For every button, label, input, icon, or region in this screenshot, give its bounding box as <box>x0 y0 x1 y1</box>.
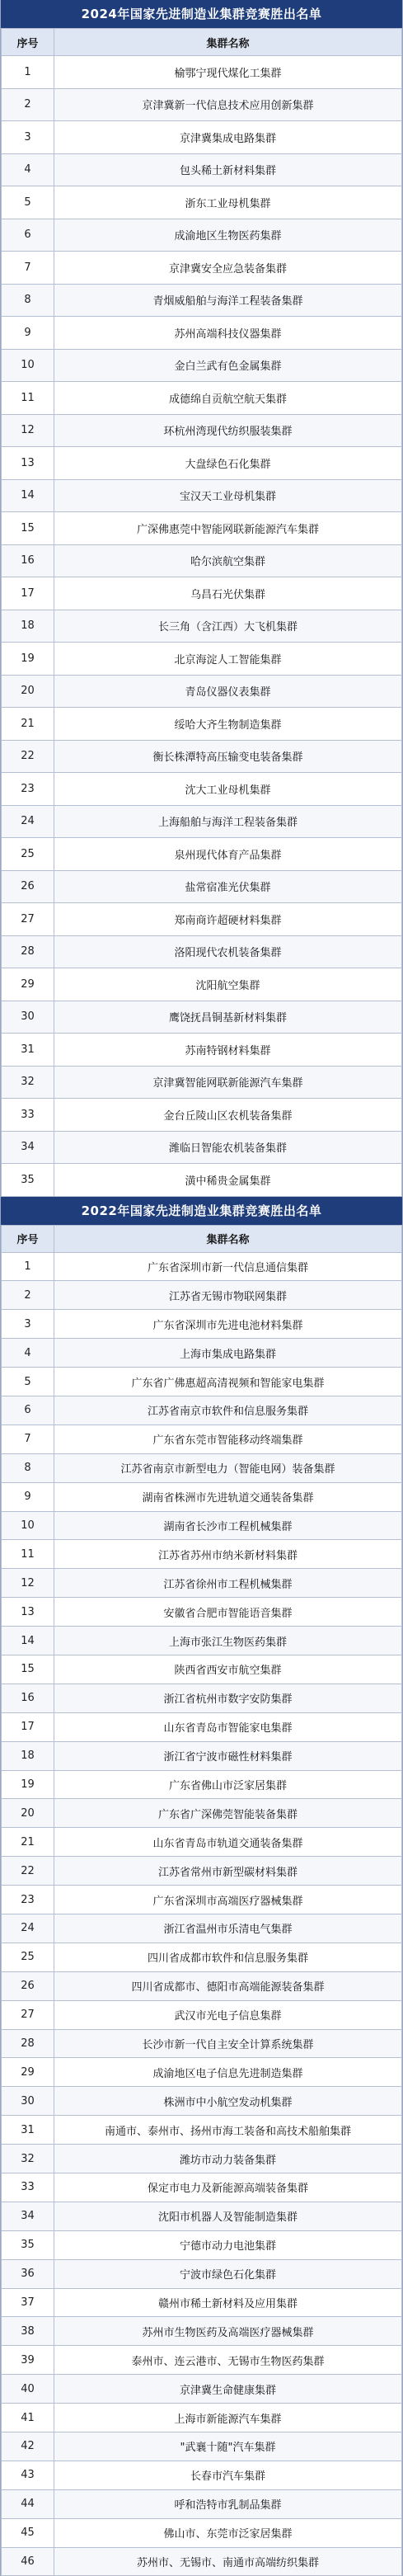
row-index: 19 <box>2 1770 54 1799</box>
table-row <box>2 773 402 806</box>
cluster-name: 苏南特钢材料集群 <box>54 1034 402 1067</box>
table-row <box>2 2288 402 2317</box>
row-index: 4 <box>2 153 54 186</box>
row-index: 21 <box>2 708 54 741</box>
row-index: 36 <box>2 2259 54 2288</box>
cluster-name: 上海市新能源汽车集群 <box>54 2404 402 2432</box>
row-index: 30 <box>2 1001 54 1034</box>
column-header-name: 集群名称 <box>54 29 402 56</box>
row-index: 1 <box>2 1252 54 1281</box>
table-row <box>2 1598 402 1627</box>
cluster-name: 江苏省南京市新型电力（智能电网）装备集群 <box>54 1453 402 1482</box>
table-row <box>2 219 402 252</box>
row-index: 9 <box>2 317 54 350</box>
cluster-name: 浙东工业母机集群 <box>54 186 402 219</box>
cluster-name: 环杭州湾现代纺织服装集群 <box>54 414 402 447</box>
table-row <box>2 284 402 317</box>
cluster-name: 北京海淀人工智能集群 <box>54 643 402 676</box>
table-row <box>2 935 402 968</box>
cluster-name: 长沙市新一代自主安全计算系统集群 <box>54 2029 402 2058</box>
cluster-name: 宝汉天工业母机集群 <box>54 479 402 512</box>
table-row <box>2 2173 402 2202</box>
table-row <box>2 1511 402 1540</box>
table-row <box>2 1368 402 1396</box>
row-index: 34 <box>2 1131 54 1164</box>
table-row <box>2 577 402 610</box>
table-row <box>2 1971 402 2000</box>
cluster-name: 哈尔滨航空集群 <box>54 544 402 577</box>
table-row <box>2 2489 402 2518</box>
table-row <box>2 1034 402 1067</box>
cluster-name: 青岛仪器仪表集群 <box>54 675 402 708</box>
table-row <box>2 610 402 643</box>
row-index: 26 <box>2 1971 54 2000</box>
row-index: 3 <box>2 121 54 154</box>
row-index: 20 <box>2 675 54 708</box>
cluster-name: 榆鄂宁现代煤化工集群 <box>54 56 402 89</box>
cluster-name: 四川省成都市、德阳市高端能源装备集群 <box>54 1971 402 2000</box>
table-row <box>2 1627 402 1655</box>
row-index: 2 <box>2 88 54 121</box>
row-index: 30 <box>2 2087 54 2116</box>
cluster-name: 江苏省无锡市物联网集群 <box>54 1281 402 1310</box>
row-index: 7 <box>2 252 54 285</box>
row-index: 44 <box>2 2489 54 2518</box>
table-row <box>2 1943 402 1971</box>
row-index: 38 <box>2 2317 54 2346</box>
table-row <box>2 1164 402 1197</box>
cluster-name: 广东省广佛惠超高清视频和智能家电集群 <box>54 1368 402 1396</box>
table-row <box>2 1425 402 1453</box>
cluster-name: 包头稀土新材料集群 <box>54 153 402 186</box>
table-row <box>2 2029 402 2058</box>
cluster-name: 广东省广深佛莞智能装备集群 <box>54 1799 402 1828</box>
table-row <box>2 1569 402 1598</box>
table-row <box>2 1684 402 1712</box>
table-row <box>2 1066 402 1099</box>
cluster-name: 佛山市、东莞市泛家居集群 <box>54 2518 402 2547</box>
table-row <box>2 121 402 154</box>
row-index: 42 <box>2 2432 54 2461</box>
section-title-2022: 2022年国家先进制造业集群竞赛胜出名单 <box>1 1197 402 1225</box>
row-index: 22 <box>2 1857 54 1886</box>
row-index: 4 <box>2 1339 54 1368</box>
table-row <box>2 1453 402 1482</box>
table-row <box>2 1857 402 1886</box>
row-index: 18 <box>2 610 54 643</box>
cluster-name: 潍临日智能农机装备集群 <box>54 1131 402 1164</box>
cluster-name: 广东省深圳市新一代信息通信集群 <box>54 1252 402 1281</box>
row-index: 37 <box>2 2288 54 2317</box>
cluster-name: 大盘绿色石化集群 <box>54 447 402 480</box>
row-index: 8 <box>2 1453 54 1482</box>
table-row <box>2 317 402 350</box>
table-row <box>2 414 402 447</box>
row-index: 39 <box>2 2346 54 2375</box>
row-index: 17 <box>2 577 54 610</box>
table-row <box>2 2346 402 2375</box>
cluster-name: 江苏省常州市新型碳材料集群 <box>54 1857 402 1886</box>
cluster-name: 绥哈大齐生物制造集群 <box>54 708 402 741</box>
cluster-name: 成渝地区生物医药集群 <box>54 219 402 252</box>
row-index: 31 <box>2 2116 54 2145</box>
table-row <box>2 1310 402 1339</box>
row-index: 35 <box>2 2230 54 2259</box>
table-row <box>2 1131 402 1164</box>
table-row <box>2 968 402 1001</box>
row-index: 3 <box>2 1310 54 1339</box>
table-row <box>2 1339 402 1368</box>
table-row <box>2 2116 402 2145</box>
table-row <box>2 479 402 512</box>
cluster-name: 安徽省合肥市智能语音集群 <box>54 1598 402 1627</box>
table-row <box>2 1099 402 1132</box>
table-row <box>2 2230 402 2259</box>
cluster-name: 沈阳市机器人及智能制造集群 <box>54 2202 402 2230</box>
row-index: 19 <box>2 643 54 676</box>
column-header-name: 集群名称 <box>54 1225 402 1252</box>
cluster-name: 陕西省西安市航空集群 <box>54 1655 402 1684</box>
cluster-name: 金台丘陵山区农机装备集群 <box>54 1099 402 1132</box>
table-row <box>2 740 402 773</box>
table-row <box>2 870 402 903</box>
table-row <box>2 2202 402 2230</box>
section-title-2024: 2024年国家先进制造业集群竞赛胜出名单 <box>1 0 402 28</box>
table-row <box>2 1252 402 1281</box>
table-row <box>2 349 402 382</box>
cluster-name: 长春市汽车集群 <box>54 2461 402 2489</box>
row-index: 1 <box>2 56 54 89</box>
table-row <box>2 447 402 480</box>
table-row <box>2 2087 402 2116</box>
row-index: 13 <box>2 1598 54 1627</box>
row-index: 29 <box>2 2058 54 2087</box>
row-index: 45 <box>2 2518 54 2547</box>
table-row <box>2 2432 402 2461</box>
cluster-name: 洛阳现代农机装备集群 <box>54 935 402 968</box>
cluster-name: 郑南商许超硬材料集群 <box>54 903 402 936</box>
cluster-name: 上海船舶与海洋工程装备集群 <box>54 805 402 838</box>
cluster-name: 保定市电力及新能源高端装备集群 <box>54 2173 402 2202</box>
cluster-name: 泰州市、连云港市、无锡市生物医药集群 <box>54 2346 402 2375</box>
table-row <box>2 1482 402 1511</box>
row-index: 22 <box>2 740 54 773</box>
row-index: 12 <box>2 1569 54 1598</box>
row-index: 33 <box>2 2173 54 2202</box>
cluster-name: 广东省深圳市先进电池材料集群 <box>54 1310 402 1339</box>
table-header-row <box>2 29 402 56</box>
row-index: 12 <box>2 414 54 447</box>
column-header-index: 序号 <box>2 29 54 56</box>
row-index: 24 <box>2 1914 54 1943</box>
cluster-name: 广东省东莞市智能移动终端集群 <box>54 1425 402 1453</box>
cluster-name: 江苏省南京市软件和信息服务集群 <box>54 1396 402 1425</box>
cluster-name: 江苏省徐州市工程机械集群 <box>54 1569 402 1598</box>
cluster-name: 宁波市绿色石化集群 <box>54 2259 402 2288</box>
cluster-name: 山东省青岛市智能家电集群 <box>54 1712 402 1741</box>
cluster-name: 衡长株潭特高压输变电装备集群 <box>54 740 402 773</box>
table-row <box>2 2259 402 2288</box>
table-row <box>2 1770 402 1799</box>
table-row <box>2 88 402 121</box>
column-header-index: 序号 <box>2 1225 54 1252</box>
row-index: 34 <box>2 2202 54 2230</box>
row-index: 25 <box>2 1943 54 1971</box>
table-row <box>2 1799 402 1828</box>
table-row <box>2 512 402 545</box>
cluster-name: 广东省深圳市高端医疗器械集群 <box>54 1886 402 1914</box>
cluster-name: 江苏省苏州市纳米新材料集群 <box>54 1540 402 1569</box>
cluster-name: 鹰饶抚昌铜基新材料集群 <box>54 1001 402 1034</box>
row-index: 33 <box>2 1099 54 1132</box>
table-row <box>2 2547 402 2576</box>
cluster-name: 赣州市稀土新材料及应用集群 <box>54 2288 402 2317</box>
row-index: 31 <box>2 1034 54 1067</box>
cluster-name: 沈大工业母机集群 <box>54 773 402 806</box>
table-row <box>2 1281 402 1310</box>
cluster-name: 金白兰武有色金属集群 <box>54 349 402 382</box>
table-row <box>2 2404 402 2432</box>
row-index: 24 <box>2 805 54 838</box>
table-row <box>2 186 402 219</box>
row-index: 16 <box>2 1684 54 1712</box>
table-row <box>2 1540 402 1569</box>
table-body-2024 <box>2 56 402 1197</box>
cluster-name: 呼和浩特市乳制品集群 <box>54 2489 402 2518</box>
row-index: 32 <box>2 1066 54 1099</box>
cluster-name: 青烟威船舶与海洋工程装备集群 <box>54 284 402 317</box>
row-index: 11 <box>2 1540 54 1569</box>
row-index: 8 <box>2 284 54 317</box>
row-index: 5 <box>2 1368 54 1396</box>
table-row <box>2 2375 402 2404</box>
section-2022 <box>0 1197 403 2576</box>
table-row <box>2 544 402 577</box>
row-index: 10 <box>2 349 54 382</box>
row-index: 7 <box>2 1425 54 1453</box>
table-row <box>2 1886 402 1914</box>
cluster-name: 湖南省长沙市工程机械集群 <box>54 1511 402 1540</box>
cluster-name: 京津冀集成电路集群 <box>54 121 402 154</box>
row-index: 18 <box>2 1741 54 1770</box>
table-row <box>2 675 402 708</box>
row-index: 2 <box>2 1281 54 1310</box>
cluster-name: 乌昌石光伏集群 <box>54 577 402 610</box>
row-index: 14 <box>2 479 54 512</box>
row-index: 28 <box>2 935 54 968</box>
row-index: 13 <box>2 447 54 480</box>
row-index: 35 <box>2 1164 54 1197</box>
table-row <box>2 708 402 741</box>
cluster-name: 京津冀生命健康集群 <box>54 2375 402 2404</box>
table-row <box>2 153 402 186</box>
table-row <box>2 805 402 838</box>
cluster-name: 潍坊市动力装备集群 <box>54 2145 402 2173</box>
cluster-name: 成渝地区电子信息先进制造集群 <box>54 2058 402 2087</box>
cluster-name: 南通市、泰州市、扬州市海工装备和高技术船舶集群 <box>54 2116 402 2145</box>
cluster-name: 浙江省宁波市磁性材料集群 <box>54 1741 402 1770</box>
table-row <box>2 2058 402 2087</box>
row-index: 25 <box>2 838 54 871</box>
cluster-name: 广东省佛山市泛家居集群 <box>54 1770 402 1799</box>
table-row <box>2 1001 402 1034</box>
cluster-name: 株洲市中小航空发动机集群 <box>54 2087 402 2116</box>
row-index: 6 <box>2 219 54 252</box>
cluster-name: "武襄十随"汽车集群 <box>54 2432 402 2461</box>
cluster-name: 长三角（含江西）大飞机集群 <box>54 610 402 643</box>
row-index: 6 <box>2 1396 54 1425</box>
table-row <box>2 2461 402 2489</box>
cluster-name: 四川省成都市软件和信息服务集群 <box>54 1943 402 1971</box>
row-index: 5 <box>2 186 54 219</box>
cluster-name: 京津冀智能网联新能源汽车集群 <box>54 1066 402 1099</box>
table-row <box>2 1655 402 1684</box>
table-row <box>2 643 402 676</box>
row-index: 41 <box>2 2404 54 2432</box>
table-row <box>2 903 402 936</box>
row-index: 26 <box>2 870 54 903</box>
table-row <box>2 2317 402 2346</box>
row-index: 14 <box>2 1627 54 1655</box>
cluster-name: 上海市张江生物医药集群 <box>54 1627 402 1655</box>
cluster-name: 苏州市生物医药及高端医疗器械集群 <box>54 2317 402 2346</box>
table-row <box>2 1828 402 1857</box>
table-row <box>2 56 402 89</box>
table-2024 <box>1 28 402 1197</box>
table-row <box>2 252 402 285</box>
row-index: 15 <box>2 512 54 545</box>
row-index: 27 <box>2 903 54 936</box>
row-index: 27 <box>2 2000 54 2029</box>
table-row <box>2 2145 402 2173</box>
row-index: 46 <box>2 2547 54 2576</box>
row-index: 16 <box>2 544 54 577</box>
cluster-name: 京津冀新一代信息技术应用创新集群 <box>54 88 402 121</box>
cluster-name: 泉州现代体育产品集群 <box>54 838 402 871</box>
table-row <box>2 2518 402 2547</box>
row-index: 9 <box>2 1482 54 1511</box>
cluster-name: 湖南省株洲市先进轨道交通装备集群 <box>54 1482 402 1511</box>
row-index: 23 <box>2 773 54 806</box>
cluster-name: 苏州高端科技仪器集群 <box>54 317 402 350</box>
cluster-name: 广深佛惠莞中智能网联新能源汽车集群 <box>54 512 402 545</box>
row-index: 20 <box>2 1799 54 1828</box>
cluster-name: 京津冀安全应急装备集群 <box>54 252 402 285</box>
cluster-name: 宁德市动力电池集群 <box>54 2230 402 2259</box>
cluster-name: 潢中稀贵金属集群 <box>54 1164 402 1197</box>
table-row <box>2 838 402 871</box>
table-body-2022 <box>2 1252 402 2576</box>
cluster-name: 沈阳航空集群 <box>54 968 402 1001</box>
row-index: 32 <box>2 2145 54 2173</box>
cluster-name: 浙江省杭州市数字安防集群 <box>54 1684 402 1712</box>
cluster-name: 上海市集成电路集群 <box>54 1339 402 1368</box>
cluster-name: 盐常宿准光伏集群 <box>54 870 402 903</box>
table-row <box>2 1396 402 1425</box>
cluster-name: 成德绵自贡航空航天集群 <box>54 382 402 415</box>
row-index: 17 <box>2 1712 54 1741</box>
row-index: 10 <box>2 1511 54 1540</box>
table-row <box>2 1712 402 1741</box>
row-index: 43 <box>2 2461 54 2489</box>
table-2022 <box>1 1225 402 2576</box>
table-row <box>2 1914 402 1943</box>
cluster-name: 苏州市、无锡市、南通市高端纺织集群 <box>54 2547 402 2576</box>
cluster-name: 武汉市光电子信息集群 <box>54 2000 402 2029</box>
cluster-name: 浙江省温州市乐清电气集群 <box>54 1914 402 1943</box>
row-index: 11 <box>2 382 54 415</box>
row-index: 29 <box>2 968 54 1001</box>
section-2024 <box>0 0 403 1197</box>
table-row <box>2 1741 402 1770</box>
row-index: 21 <box>2 1828 54 1857</box>
cluster-name: 山东省青岛市轨道交通装备集群 <box>54 1828 402 1857</box>
row-index: 23 <box>2 1886 54 1914</box>
row-index: 40 <box>2 2375 54 2404</box>
row-index: 28 <box>2 2029 54 2058</box>
row-index: 15 <box>2 1655 54 1684</box>
table-row <box>2 382 402 415</box>
table-row <box>2 2000 402 2029</box>
table-header-row <box>2 1225 402 1252</box>
